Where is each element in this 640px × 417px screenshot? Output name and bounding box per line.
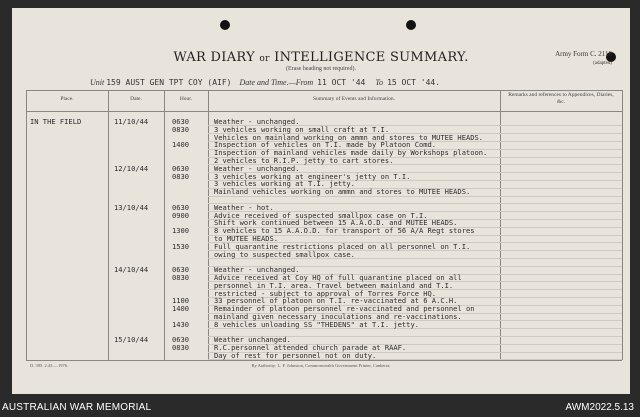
entry-text: Shift work continued between 15 A.A.O.D. and MUTEE HEADS. [214,218,458,228]
column-header-place: Place. [60,96,74,102]
entry-text: Advice received of suspected smallpox case on T.I. [214,210,428,220]
entry-hour: 1300 [172,226,190,236]
entry-date: 12/10/44 [114,163,149,173]
entry-text: Remainder of platoon personnel re-vaccinated and personnel on [214,304,475,314]
entry-text: Inspection of mainland vehicles made daily by Workshops platoon. [214,148,488,158]
entry-hour: 0630 [172,335,190,345]
entry-hour: 1400 [172,304,190,314]
column-header-date: Date. [130,96,142,102]
entry-hour: 1400 [172,140,190,150]
entry-date: 15/10/44 [114,335,149,345]
entry-text: Mainland vehicles working on ammn and stores to MUTEE HEADS. [214,187,471,197]
entry-text: Day of rest for personnel not on duty. [214,351,377,360]
entry-text: 3 vehicles working at engineer's jetty on T.I. [214,171,411,181]
punch-hole [220,20,230,30]
entry-hour: 0830 [172,171,190,181]
entry-hour: 1430 [172,319,190,329]
form-adapted: (adapted) [593,61,612,66]
title-war-diary: WAR DIARY [173,50,255,65]
entry-text: 8 vehicles to 15 A.A.O.D. for transport of 56 A/A Regt stores [214,226,475,236]
caption-reference: AWM2022.5.13 [565,402,634,413]
print-code: D. 395. 2.43.—1976. [30,363,69,368]
entry-text: mainland given necessary inoculations and re-vaccinations. [214,312,462,321]
entry-place: IN THE FIELD [30,117,82,126]
entry-text: Advice received at Coy HQ of full quarantine placed on all [214,273,462,282]
entry-text: Vehicles on mainland working on ammn and stores to MUTEE HEADS. [214,132,484,142]
entry-text: personnel in T.I. area. Travel between mainland and T.I. [214,280,454,290]
table-top-rule [26,90,622,91]
punch-hole [406,20,416,30]
entry-text: Weather - hot. [214,202,274,212]
entry-text: 8 vehicles unloading SS "THEDENS" at T.I. jetty. [214,319,419,329]
form-number: Army Form C. 2118 [555,50,612,58]
entry-text: 33 personnel of platoon on T.I. re-vaccinated at 6 A.C.H. [214,296,458,306]
column-divider [108,90,109,360]
unit-value: 159 AUST GEN TPT COY (AIF) [106,78,232,87]
entry-text: Full quarantine restrictions placed on all personnel on T.I. [214,241,471,251]
entry-hour: 1530 [172,241,190,251]
entry-text: 2 vehicles to R.I.P. jetty to cart stores. [214,156,394,165]
date-label: Date and Time.—From [239,78,314,87]
entry-hour: 0830 [172,273,190,282]
page-title [12,50,630,65]
title-intelligence-summary: INTELLIGENCE SUMMARY. [274,50,469,65]
entry-text: to MUTEE HEADS. [214,234,279,243]
entry-text: R.C.personnel attended church parade at RAAF. [214,343,407,353]
title-or: or [259,54,270,64]
entry-text: Weather - unchanged. [214,265,300,275]
caption-institution: AUSTRALIAN WAR MEMORIAL [2,402,152,413]
entry-hour: 0830 [172,343,190,353]
date-to: 15 OCT '44. [387,78,441,87]
entry-hour: 0630 [172,163,190,173]
entry-hour: 0830 [172,124,190,134]
unit-label: Unit [90,78,105,87]
column-header-remarks: Remarks and references to Appendices, Diaries, &c. [508,92,614,105]
to-label: To [375,78,384,87]
entry-hour: 0630 [172,117,190,126]
column-header-hour: Hour. [179,96,193,102]
entry-text: owing to suspected smallpox case. [214,249,355,259]
entry-text: 3 vehicles working on small craft at T.I. [214,124,390,134]
entry-text: Weather - unchanged. [214,117,300,126]
date-from: 11 OCT '44 [317,78,366,87]
column-divider [164,90,165,360]
entry-text: Weather - unchanged. [214,163,300,173]
entry-text: restricted - subject to approval of Torres Force HQ. [214,288,437,298]
diary-sheet [12,8,630,394]
entry-date: 13/10/44 [114,202,149,212]
table-border-right [622,90,623,360]
entry-date: 14/10/44 [114,265,149,275]
entry-text: Weather unchanged. [214,335,291,345]
form-identifier [555,50,612,68]
entry-date: 11/10/44 [114,117,149,126]
entry-hour: 0630 [172,265,190,275]
entry-text: Inspection of vehicles on T.I. made by Platoon Comd. [214,140,437,150]
entry-hour: 0900 [172,210,190,220]
printer-authority: By Authority: L. F. Johnston, Commonwealth Government Printer, Canberra. [251,363,391,368]
unit-date-line [90,78,440,87]
title-subtitle: (Erase heading not required). [286,66,356,72]
entry-hour: 0630 [172,202,190,212]
entry-hour: 1100 [172,296,190,306]
table-border-left [26,90,27,360]
entry-text: 3 vehicles working at T.I. jetty. [214,179,355,189]
column-header-summary: Summary of Events and Information. [312,96,396,102]
